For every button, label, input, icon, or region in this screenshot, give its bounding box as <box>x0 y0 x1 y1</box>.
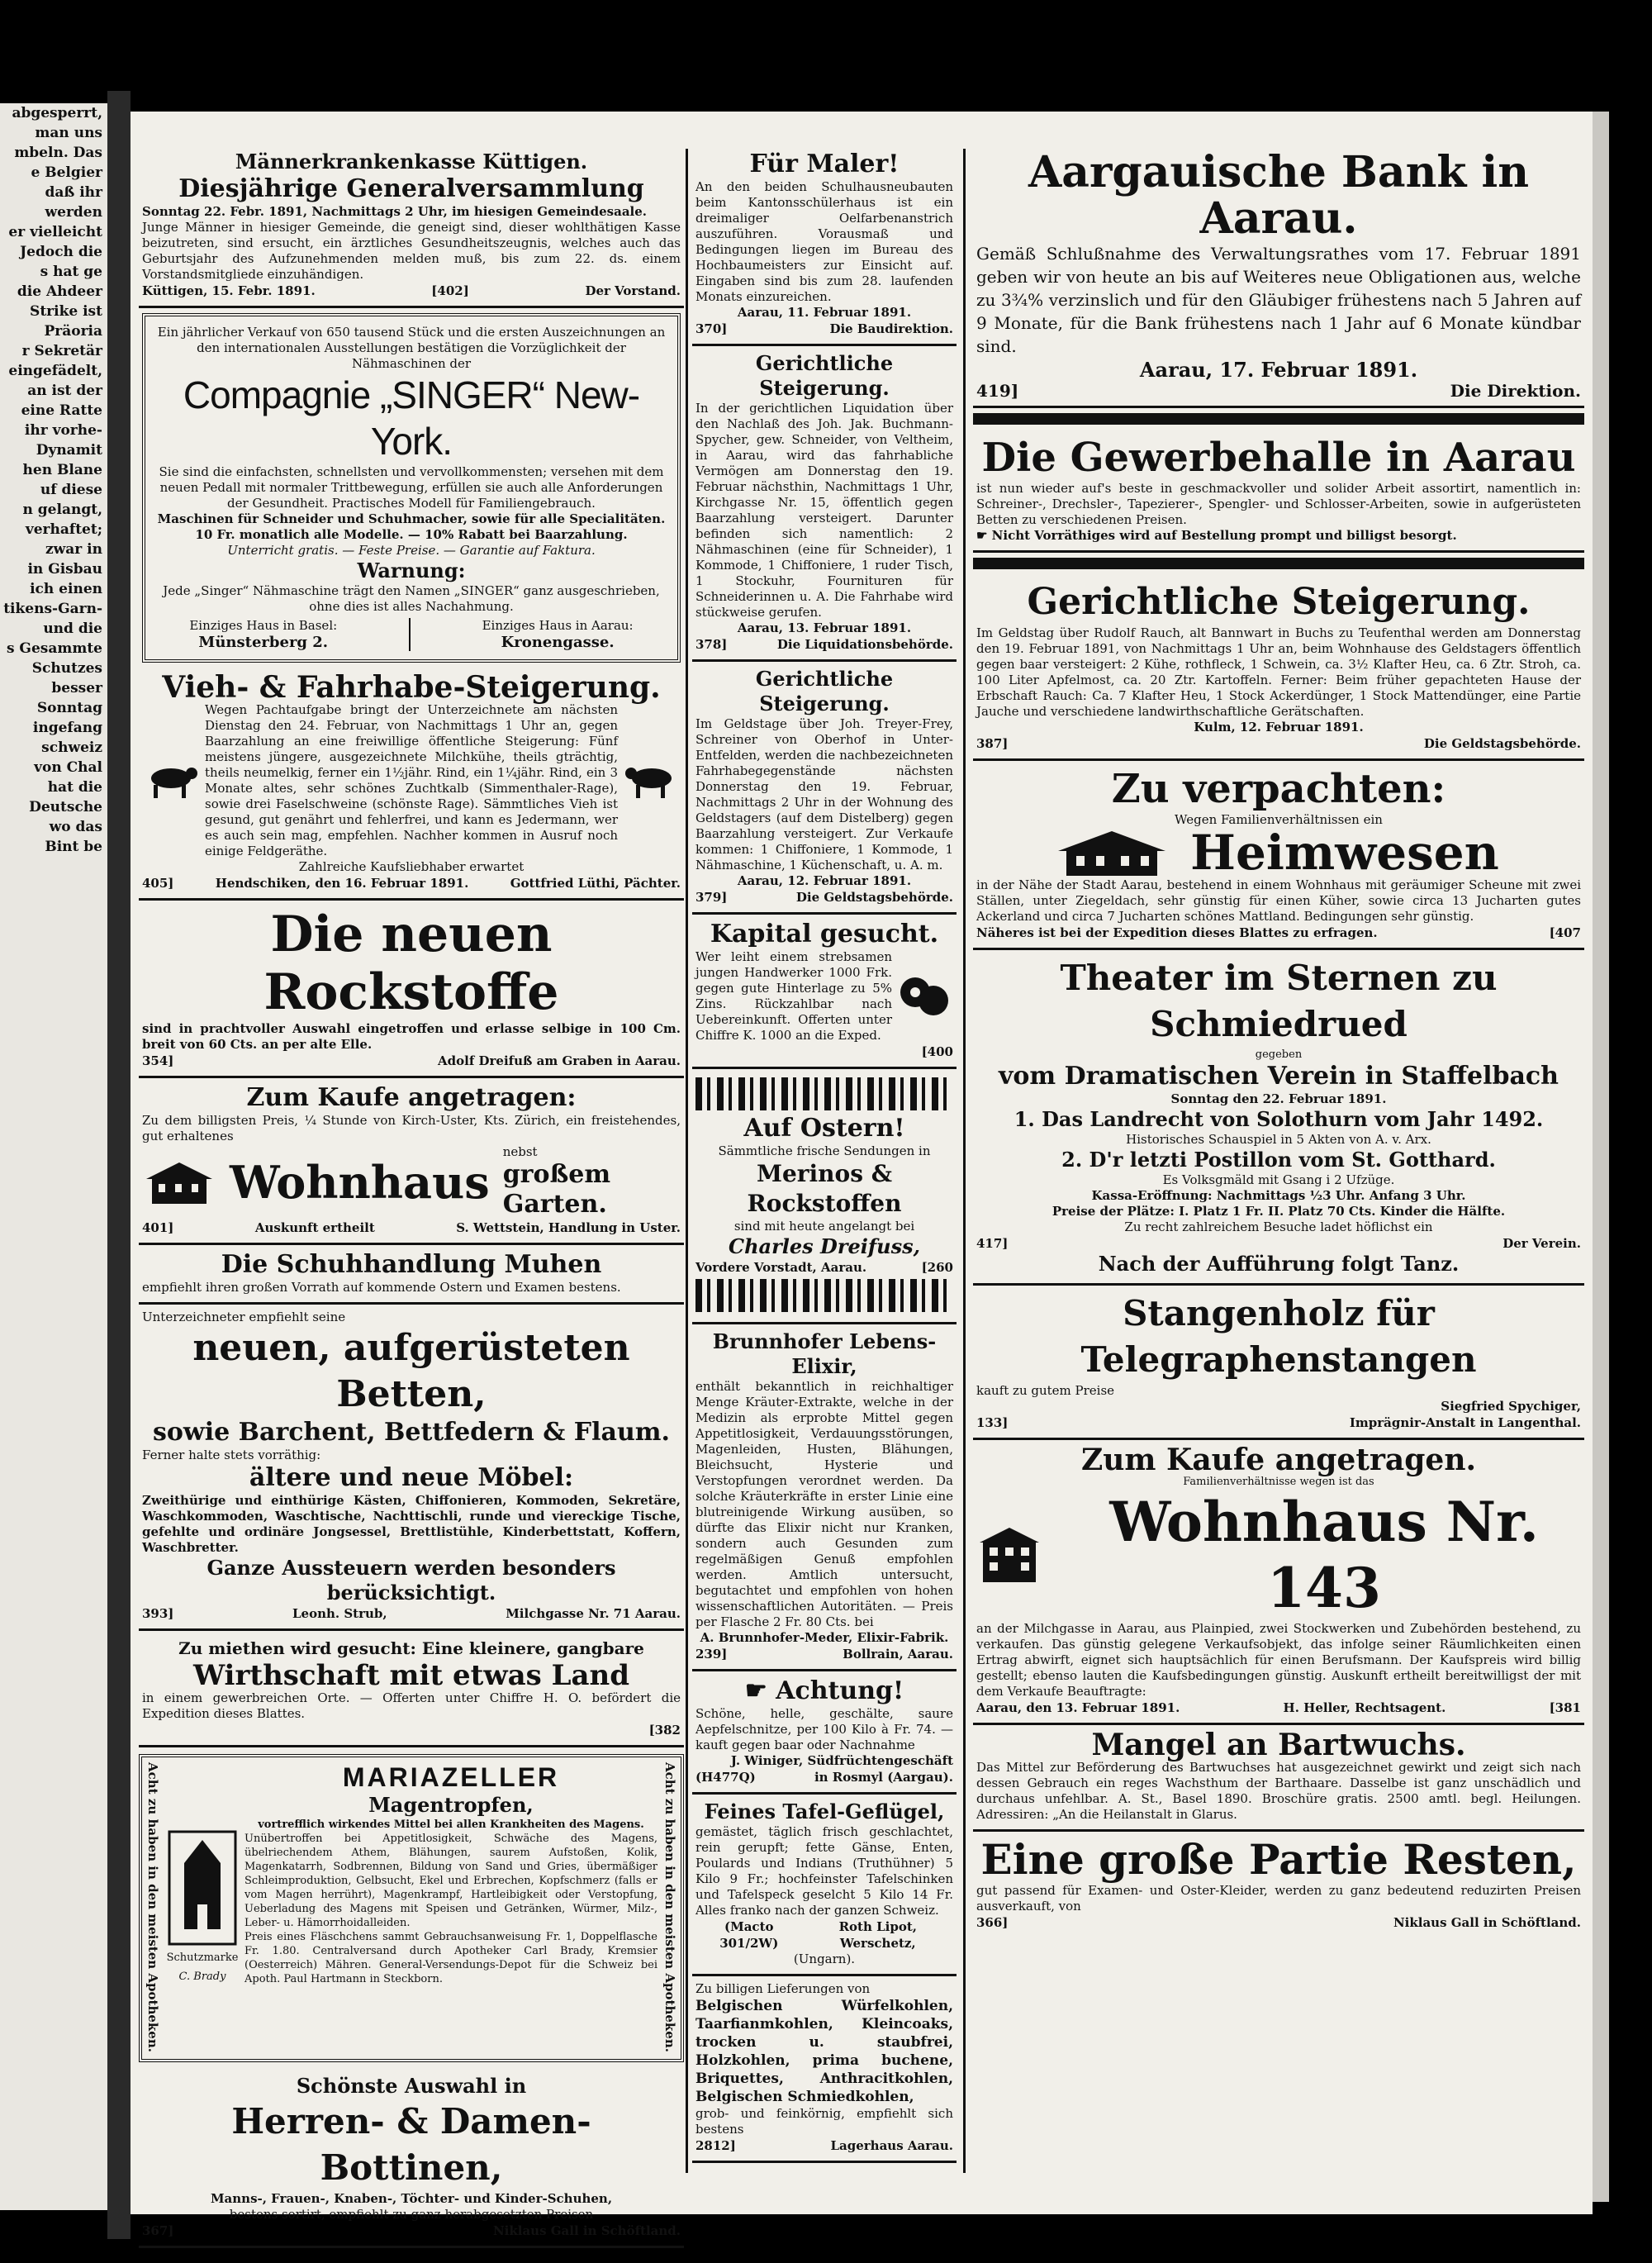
ad-code: (Macto 301/2W) <box>719 1919 779 1951</box>
house-icon <box>142 1159 216 1205</box>
ad-bartwuchs <box>973 1725 1584 1832</box>
ad-intro: Ein jährlicher Verkauf von 650 tausend Stück und die ersten Auszeichnungen an den internationalen Ausstellungen bestätigen die Vorzüglichkeit der Nähmaschinen der <box>157 325 666 371</box>
prev-line: eingefädelt, <box>8 363 102 379</box>
ad-rockstoffe <box>139 901 684 1078</box>
column-middle <box>692 145 957 2163</box>
prev-line: ihr vorhe- <box>24 422 102 439</box>
ad-body: Sämmtliche frische Sendungen in <box>718 1143 931 1158</box>
ad-given: gegeben <box>1255 1048 1303 1061</box>
prev-line: n gelangt, <box>22 502 102 518</box>
ad-head: Zu billigen Lieferungen von <box>695 1981 871 1996</box>
ad-wohnhaus-uster <box>139 1078 684 1245</box>
ad-ostern <box>692 1069 957 1324</box>
ad-title: Gerichtliche Steigerung. <box>755 351 894 400</box>
prev-line: Deutsche <box>29 799 102 815</box>
ad-end: Näheres ist bei der Expedition dieses Blattes zu erfragen. <box>976 925 1378 940</box>
prev-line: hen Blane <box>22 462 102 478</box>
ad-big: Wohnhaus <box>230 1155 490 1209</box>
ad-title: Stangenholz für Telegraphenstangen <box>1080 1293 1477 1380</box>
ad-invite: Zu recht zahlreichem Besuche ladet höflichst ein <box>1124 1219 1433 1234</box>
prev-line: von Chal <box>34 759 102 776</box>
newspaper-page <box>131 112 1593 2238</box>
ad-body: enthält bekanntlich in reichhaltiger Menge Kräuter-Extrakte, welche in der Medizin als erprobte Mittel gegen Appetitlosigkeit, Verdauungsstörungen, Magenleiden, Husten, Blähungen, Bleichsucht, Hysterie und Verstopfungen verordnet werden. Da solche Kräuterkräfte in erster Linie eine blutreinigende Wirkung ausüben, so dürfte das Elixir nicht nur Kranken, sondern auch Gesunden zum regelmäßigen Genuß empfohlen werden. Amtlich untersucht, begutachtet und empfohlen von hohen wissenschaftlichen Autoritäten. — Preis per Flasche 2 Fr. 80 Cts. bei <box>695 1379 953 1629</box>
ad-number: [402] <box>431 283 469 298</box>
ad-title: Gerichtliche Steigerung. <box>1027 581 1531 623</box>
ad-steigerung-buchmann <box>692 346 957 662</box>
column-rule <box>686 149 688 2173</box>
ad-body: sind in prachtvoller Auswahl eingetroffen und erlasse selbige in 100 Cm. breit von 60 Cts. an per alte Elle. <box>142 1021 681 1052</box>
ad-nebst: nebst <box>502 1144 538 1159</box>
ad-number: 417] <box>976 1236 1009 1251</box>
ad-signature: Die Liquidationsbehörde. <box>776 637 953 652</box>
ad-address: Imprägnir-Anstalt in Langenthal. <box>1349 1415 1581 1430</box>
ad-place: Kulm, 12. Februar 1891. <box>1194 720 1364 735</box>
prev-line: er vielleicht <box>8 224 102 240</box>
ad-price: Preis eines Fläschchens sammt Gebrauchsanweisung Fr. 1, Doppelflasche Fr. 1.80. Centralversand durch Apotheker Carl Brady, Kremsier (Oesterreich) Mähren. General-Versendungs-Depot für die Schweiz bei Apoth. Paul Hartmann in Steckborn. <box>244 1931 657 1985</box>
aarau-address: Kronengasse. <box>501 634 615 651</box>
ad-signature: Adolf Dreifuß am Graben in Aarau. <box>438 1053 681 1068</box>
ad-warning: Jede „Singer“ Nähmaschine trägt den Namen „SINGER“ ganz ausgeschrieben, ohne dies ist alles Nachahmung. <box>163 583 660 614</box>
ad-prices: Preise der Plätze: I. Platz 1 Fr. II. Platz 70 Cts. Kinder die Hälfte. <box>1051 1204 1506 1219</box>
ad-title: neuen, aufgerüsteten Betten, <box>192 1327 630 1415</box>
ad-name: Roth Lipot, Werschetz, <box>838 1919 917 1951</box>
ad-signature: Die Geldstagsbehörde. <box>1423 736 1581 751</box>
ad-vieh-steigerung <box>139 668 684 901</box>
ad-body: in einem gewerbreichen Orte. — Offerten unter Chiffre H. O. befördert die Expedition dieses Blattes. <box>142 1690 681 1721</box>
ad-body: Wegen Pachtaufgabe bringt der Unterzeichnete am nächsten Dienstag den 24. Februar, von Nachmittags 1 Uhr an, gegen Baarzahlung an eine freiwillige öffentliche Steigerung: Fünf meistens jüngere, ausgezeichnete Milchkühe, theils gträchtig, theils neumelkig, ferner ein 1½jähr. Rind, ein 1¼jähr. Rind, ein 3 Monate altes, sehr schönes Zuchtkalb (Simmenthaler-Rage), sowie drei Faselschweine (schönste Rage). Sämmtliches Vieh ist gesund, gut genährt und fehlerfrei, und kann es Jedermann, wer es auch sein mag, empfehlen. Nachher kommen in Ausruf noch einige Feldgeräthe. <box>205 702 618 858</box>
ad-title: Zum Kaufe angetragen. <box>1080 1443 1477 1477</box>
ad-number: 401] <box>142 1220 174 1235</box>
ad-title: Eine große Partie Resten, <box>980 1835 1577 1884</box>
ad-name: Siegfried Spychiger, <box>1441 1399 1581 1414</box>
ad-signature: Die Baudirektion. <box>829 321 953 336</box>
ad-body: Gemäß Schlußnahme des Verwaltungsrathes vom 17. Februar 1891 geben wir von heute an bis auf Weiteres neue Obligationen aus, welche zu 3¾% verzinslich und für den Gläubiger frühestens nach 5 Jahren auf 9 Monate, für die Bank frühestens nach 1 Jahr auf 6 Monate kündbar sind. <box>976 244 1581 356</box>
church-icon <box>168 1830 237 1946</box>
ad-wohnhaus-143 <box>973 1440 1584 1725</box>
ad-maker: A. Brunnhofer-Meder, Elixir-Fabrik. <box>700 1630 949 1645</box>
ad-code: (H477Q) <box>695 1770 756 1785</box>
column-right <box>973 145 1584 1937</box>
townhouse-icon <box>976 1526 1042 1584</box>
ad-place: Küttigen, 15. Febr. 1891. <box>142 283 316 298</box>
ad-mariazeller <box>139 1754 684 2062</box>
ad-place: Aarau, 13. Februar 1891. <box>737 620 912 635</box>
pointing-hand-icon: ☛ <box>744 1676 776 1705</box>
ad-number: [407 <box>1549 925 1581 940</box>
prev-line: Sonntag <box>36 700 102 716</box>
ad-title-text: Achtung! <box>776 1676 904 1705</box>
ad-signature: Die Direktion. <box>1450 381 1581 401</box>
ad-head: Schönste Auswahl in <box>296 2073 527 2098</box>
ad-info: Auskunft ertheilt <box>254 1220 375 1235</box>
ad-gewerbehalle <box>973 430 1584 553</box>
ad-org: Männerkrankenkasse Küttigen. <box>235 150 588 174</box>
ad-number: 405] <box>142 876 174 891</box>
ad-signature: H. Heller, Rechtsagent. <box>1283 1700 1446 1715</box>
ad-place: in Rosmyl (Aargau). <box>814 1770 953 1785</box>
ad-terms: 10 Fr. monatlich alle Modelle. — 10% Rabatt bei Baarzahlung. <box>195 527 628 542</box>
prev-line: ich einen <box>30 581 102 597</box>
ad-signature: Der Verein. <box>1502 1236 1581 1251</box>
prev-line: und die <box>43 620 102 637</box>
ad-play1: 1. Das Landrecht von Solothurn vom Jahr 1492. <box>1014 1107 1544 1131</box>
prev-line: zwar in <box>45 541 102 558</box>
separator-bar <box>973 558 1584 569</box>
ad-body: empfiehlt ihren großen Vorrath auf kommende Ostern und Examen bestens. <box>142 1280 621 1295</box>
ad-number: 419] <box>976 381 1019 401</box>
ad-place: Aarau, 11. Februar 1891. <box>737 305 912 320</box>
ad-signature: Gottfried Lüthi, Pächter. <box>510 876 681 891</box>
ad-place: Hendschiken, den 16. Februar 1891. <box>215 876 469 891</box>
basel-address: Münsterberg 2. <box>198 634 329 651</box>
prev-line: schweiz <box>41 739 102 756</box>
ad-number: 393] <box>142 1606 174 1621</box>
ad-more: Ferner halte stets vorräthig: <box>142 1448 321 1462</box>
ad-signature: S. Wettstein, Handlung in Uster. <box>456 1220 681 1235</box>
ad-head: Zu miethen wird gesucht: Eine kleinere, gangbare <box>178 1638 644 1658</box>
ad-number: [400 <box>921 1044 953 1059</box>
ad-number: 367] <box>142 2223 174 2238</box>
aarau-label: Einziges Haus in Aarau: <box>482 618 634 633</box>
ad-place: Aarau, den 13. Februar 1891. <box>976 1700 1180 1715</box>
ad-country: (Ungarn). <box>793 1952 856 1966</box>
ad-steigerung-rauch <box>973 574 1584 761</box>
ad-sub: sowie Barchent, Bettfedern & Flaum. <box>153 1418 670 1447</box>
ad-title: Vieh- & Fahrhabe-Steigerung. <box>162 670 661 705</box>
ad-signature: Lagerhaus Aarau. <box>830 2138 953 2153</box>
ad-title: Zum Kaufe angetragen: <box>246 1083 577 1112</box>
prev-line: Präoria <box>44 323 102 340</box>
ad-body: Unübertroffen bei Appetitlosigkeit, Schwäche des Magens, übelriechendem Athem, Blähungen, saurem Aufstoßen, Kolik, Magenkatarrh, Sodbrennen, Bildung von Sand und Gries, übermäßiger Schleimproduktion, Gelbsucht, Ekel und Erbrechen, Kopfschmerz (falls er vom Magen herrührt), Magenkrampf, Hartleibigkeit oder Verstopfung, Ueberladung des Magens mit Speisen und Getränken, Würmer, Milz-, Leber- u. Hämorrhoidalleiden. <box>244 1833 657 1929</box>
prev-line: werden <box>45 204 102 221</box>
ad-kapital <box>692 915 957 1069</box>
ad-bottinen <box>139 2069 684 2248</box>
ad-number: 2812] <box>695 2138 736 2153</box>
prev-line: Jedoch die <box>20 244 102 260</box>
ad-times: Kassa-Eröffnung: Nachmittags ½3 Uhr. Anfang 3 Uhr. <box>1091 1188 1466 1203</box>
column-rule <box>963 149 966 2173</box>
ad-garden: großem Garten. <box>502 1160 611 1219</box>
basel-label: Einziges Haus in Basel: <box>189 618 338 633</box>
ad-title: Brunnhofer Lebens-Elixir, <box>712 1329 937 1378</box>
ad-title: Die Schuhhandlung Muhen <box>221 1250 602 1279</box>
ad-number: 354] <box>142 1053 174 1068</box>
prev-line: besser <box>51 680 102 696</box>
ad-title: Wirthschaft mit etwas Land <box>192 1659 630 1692</box>
prev-line: r Sekretär <box>21 343 102 359</box>
prev-line: an ist der <box>27 383 102 399</box>
ad-body: Im Geldstage über Joh. Treyer-Frey, Schreiner von Oberhof in Unter-Entfelden, werden die nachbezeichneten Fahrhabegegenstände nächsten Donnerstag den 19. Februar, Nachmittags 2 Uhr in der Wohnung des Geldstagers (auf dem Distelberg) gegen Baarzahlung versteigert. Zur Verkaufe kommen: 1 Chiffoniere, 1 Kommode, 1 Nähmaschine, 1 Küchenschaft, u. A. m. <box>695 716 953 872</box>
ad-intro: Wegen Familienverhältnissen ein <box>1175 812 1383 827</box>
ad-title: Zu verpachten: <box>1111 766 1446 812</box>
page-edge <box>1593 112 1609 2202</box>
ad-signature: Der Vorstand. <box>585 283 681 298</box>
ad-body: In der gerichtlichen Liquidation über den Nachlaß des Joh. Jak. Buchmann-Spycher, gew. Schneider, von Veltheim, in Aarau, wird das fahrhabliche Vermögen am Donnerstag den 19. Februar nächsthin, Nachmittags 1 Uhr, Kirchgasse Nr. 15, öffentlich gegen Baarzahlung versteigert. Darunter befinden sich namentlich: 2 Nähmaschinen (eine für Schneider), 1 Kommode, 1 Chiffoniere, 1 ruder Tisch, 1 Stockuhr, Fournituren für Schneiderinnen u. A. Die Fahrhabe wird stückweise gerufen. <box>695 401 953 620</box>
ad-theater <box>973 950 1584 1286</box>
column-left <box>139 145 684 2248</box>
ad-big: Merinos & Rockstoffen <box>747 1160 902 1217</box>
ad-signature: Leonh. Strub, <box>292 1606 387 1621</box>
prev-line: e Belgier <box>31 164 102 181</box>
ad-body: An den beiden Schulhausneubauten beim Kantonsschülerhaus ist ein dreimaliger Oelfarbenanstrich auszuführen. Vorausmaß und Bedingungen liegen im Bureau des Hochbaumeisters zur Einsicht auf. Eingaben sind bis zum 28. laufenden Monats einzureichen. <box>695 179 953 304</box>
ad-title: Die neuen Rockstoffe <box>263 906 559 1021</box>
prev-line: abgesperrt, <box>12 105 102 121</box>
prev-line: verhaftet; <box>25 521 102 538</box>
ad-title: Kapital gesucht. <box>710 920 939 948</box>
ad-signature: Die Geldstagsbehörde. <box>795 890 953 905</box>
prev-line: hat die <box>47 779 102 796</box>
ad-body: Junge Männer in hiesiger Gemeinde, die geneigt sind, dieser wohlthätigen Kasse beizutreten, sind ersucht, ein ärztliches Gesundheitszeugnis, welches auch das Geburtsjahr des Aufzunehmenden melden muß, bis zum 22. ds. einem Vorstandsmitgliede einzuhändigen. <box>142 220 681 282</box>
ad-intro: Unterzeichneter empfiehlt seine <box>142 1310 346 1324</box>
ad-title: Gerichtliche Steigerung. <box>755 667 894 716</box>
ad-number: [260 <box>921 1260 953 1275</box>
ad-number: [382 <box>648 1723 681 1738</box>
hands-icon <box>895 967 953 1025</box>
ad-title <box>695 1676 953 1706</box>
ad-title: Für Maler! <box>749 150 900 178</box>
ad-name: Charles Dreifuss, <box>729 1234 920 1258</box>
ad-achtung <box>692 1671 957 1795</box>
side-text-right: Acht zu haben in den meisten Apotheken. <box>662 1762 677 2052</box>
ad-by: vom Dramatischen Verein in Staffelbach <box>998 1062 1559 1091</box>
decorative-border <box>695 1077 953 1110</box>
cow-icon <box>142 760 200 801</box>
ad-big: Wohnhaus Nr. 143 <box>1109 1490 1539 1620</box>
ad-tail: grob- und feinkörnig, empfiehlt sich bestens <box>695 2106 953 2137</box>
ad-note-text: Nicht Vorräthiges wird auf Bestellung prompt und billigst besorgt. <box>991 528 1457 543</box>
ad-address: Bollrain, Aarau. <box>843 1647 953 1662</box>
ad-play2: 2. D'r letzti Postillon vom St. Gotthard. <box>1061 1148 1496 1172</box>
ad-signature: Niklaus Gall in Schöftland. <box>1393 1915 1581 1930</box>
ad-title: Mangel an Bartwuchs. <box>1091 1728 1466 1762</box>
ad-dance: Nach der Aufführung folgt Tanz. <box>1098 1252 1460 1276</box>
ad-lebens-elixir <box>692 1324 957 1671</box>
ad-desc: Sie sind die einfachsten, schnellsten und vervollkommensten; versehen mit dem neuen Pedall mit normaler Trittbewegung, erfüllen sie auch alle Anforderungen der Gesundheit. Practisches Modell für Familiengebrauch. <box>159 464 664 511</box>
ad-list: Zweithürige und einthürige Kästen, Chiffonieren, Kommoden, Sekretäre, Waschkommoden, Waschtische, Nachttischli, runde und viereckige Tische, gefehlte und ordinäre Jongsessel, Brettlistühle, Kinderbettstatt, Koffern, Waschbretter. <box>142 1493 681 1555</box>
ad-maler <box>692 145 957 346</box>
ad-body: Wer leiht einem strebsamen jungen Handwerker 1000 Frk. gegen gute Hinterlage zu 5% Zins. Rückzahlbar nach Uebereinkunft. Offerten unter Chiffre K. 1000 an die Exped. <box>695 949 892 1043</box>
ad-number: 379] <box>695 890 728 905</box>
ad-tafel-gefluegel <box>692 1795 957 1976</box>
ad-title: MARIAZELLER <box>342 1762 560 1792</box>
ad-body: Das Mittel zur Beförderung des Bartwuchses hat ausgezeichnet gewirkt und zeigt sich nach dessen Gebrauch ein reges Wachsthum der Barthaare. Dasselbe ist ganz unschädlich und durchaus unfehlbar. A. St., Basel 1890. Broschüre gratis. 2500 amtl. begl. Heilungen. Adressiren: „An die Heilanstalt in Glarus. <box>976 1760 1581 1822</box>
ad-line: vortrefflich wirkendes Mittel bei allen Krankheiten des Magens. <box>258 1818 644 1831</box>
separator-bar <box>973 413 1584 425</box>
ad-number: 370] <box>695 321 728 336</box>
ad-place: Aarau, 17. Februar 1891. <box>1139 358 1418 382</box>
pointing-hand-icon: ☛ <box>976 528 992 543</box>
binding-gutter <box>107 91 131 2239</box>
ad-singer <box>142 313 681 663</box>
ad-number: [381 <box>1549 1700 1581 1715</box>
ad-play1-sub: Historisches Schauspiel in 5 Akten von A. v. Arx. <box>1126 1132 1431 1147</box>
ad-moebel: ältere und neue Möbel: <box>249 1463 574 1492</box>
prev-line: uf diese <box>40 482 102 498</box>
ad-body: ist nun wieder auf's beste in geschmackvoller und solider Arbeit assortirt, namentlich in: Schreiner-, Drechsler-, Tapezierer-, Spengler- und Schlosser-Arbeiten, sowie in aufgerüsteten Betten zu verschiedenen Preisen. <box>976 481 1581 527</box>
ad-signature: Niklaus Gall in Schöftland. <box>492 2223 681 2238</box>
ad-title: Aargauische Bank in Aarau. <box>1028 147 1530 244</box>
prev-line: die Ahdeer <box>17 283 102 300</box>
ad-address: Vordere Vorstadt, Aarau. <box>695 1260 867 1275</box>
ad-items: Belgischen Würfelkohlen, Taarfianmkohlen, Kleincoaks, trocken u. staubfrei, Holzkohlen, prima buchene, Briquettes, Anthracitkohlen, Belgischen Schmiedkohlen, <box>695 1998 953 2105</box>
ad-steigerung-treyer <box>692 662 957 915</box>
ad-sub: Manns-, Frauen-, Knaben-, Töchter- und Kinder-Schuhen, <box>210 2190 613 2206</box>
ad-title: Feines Tafel-Geflügel, <box>704 1799 945 1823</box>
ad-verpachten <box>973 761 1584 950</box>
ad-betten <box>139 1305 684 1631</box>
ad-intro: Familienverhältnisse wegen ist das <box>1183 1476 1374 1488</box>
ad-note <box>976 528 1581 544</box>
ad-play2-sub: Es Volksgmäld mit Gsang i 2 Ufzüge. <box>1162 1172 1395 1187</box>
ad-body: gut passend für Examen- und Oster-Kleider, werden zu ganz bedeutend reduzirten Preisen ausverkauft, von <box>976 1883 1581 1914</box>
bull-icon <box>623 760 681 801</box>
prev-line: mbeln. Das <box>14 145 102 161</box>
ad-body: an der Milchgasse in Aarau, aus Plainpied, zwei Stockwerken und Zubehörden bestehend, zu verkaufen. Das günstig gelegene Verkaufsobjekt, das infolge seiner Räumlichkeiten einen Ertrag abwirft, eignet sich hauptsächlich für einen Berufsmann. Der Kaufspreis wird billig gestellt; ebenso lauten die Kaufsbedingungen günstig. Auskunft ertheilt bereitwilligst der mit dem Verkaufe Beauftragte: <box>976 1621 1581 1699</box>
ad-resten <box>973 1832 1584 1937</box>
prev-line: Bint be <box>45 839 102 855</box>
prev-line: Strike ist <box>30 303 102 320</box>
ad-place: Aarau, 12. Februar 1891. <box>737 873 912 888</box>
ad-number: 239] <box>695 1647 728 1662</box>
ad-machines: Maschinen für Schneider und Schuhmacher, sowie für alle Specialitäten. <box>157 511 666 526</box>
ad-body: Schöne, helle, geschälte, saure Aepfelschnitze, per 100 Kilo à Fr. 74. — kauft gegen baar oder Nachnahme <box>695 1706 953 1752</box>
side-text-left: Acht zu haben in den meisten Apotheken. <box>145 1762 160 2052</box>
ad-date: Sonntag 22. Febr. 1891, Nachmittags 2 Uhr, im hiesigen Gemeindesaale. <box>142 204 648 219</box>
ad-wirthschaft <box>139 1631 684 1747</box>
prev-line: Dynamit <box>36 442 102 459</box>
ad-free: Unterricht gratis. — Feste Preise. — Garantie auf Faktura. <box>227 543 596 558</box>
ad-title: Auf Ostern! <box>743 1114 905 1143</box>
ad-date: Sonntag den 22. Februar 1891. <box>1170 1091 1387 1106</box>
previous-page-edge <box>0 103 107 2210</box>
ad-sub: Magentropfen, <box>368 1793 534 1817</box>
prev-line: Schutzes <box>31 660 102 677</box>
ad-big: Heimwesen <box>1190 825 1499 881</box>
ad-kohlen <box>692 1976 957 2163</box>
ad-title: Theater im Sternen zu Schmiedrued <box>1060 958 1498 1044</box>
ad-footer: Zahlreiche Kaufsliebhaber erwartet <box>298 859 525 874</box>
ad-address: Milchgasse Nr. 71 Aarau. <box>506 1606 681 1621</box>
ad-body: Zu dem billigsten Preis, ¼ Stunde von Kirch-Uster, Kts. Zürich, ein freistehendes, gut erhaltenes <box>142 1113 681 1143</box>
prev-line: wo das <box>49 819 102 835</box>
ad-number: 133] <box>976 1415 1009 1430</box>
ad-number: 387] <box>976 736 1009 751</box>
farmhouse-icon <box>1058 828 1165 877</box>
ad-title: Herren- & Damen-Bottinen, <box>231 2100 591 2188</box>
ad-number: 378] <box>695 637 728 652</box>
trademark-label: Schutzmarke <box>166 1952 239 1965</box>
ad-body: gemästet, täglich frisch geschlachtet, rein gerupft; fette Gänse, Enten, Poulards und Indians (Truthühner) 5 Kilo 9 Fr.; hochfeinster Tafelschinken und Tafelspeck geselcht 5 Kilo 14 Fr. Alles franko nach der ganzen Schweiz. <box>695 1824 953 1918</box>
trademark-signature: C. Brady <box>178 1971 226 1984</box>
prev-line: ingefang <box>32 720 102 736</box>
decorative-border <box>695 1279 953 1312</box>
ad-body: Im Geldstag über Rudolf Rauch, alt Bannwart in Buchs zu Teufenthal werden am Donnerstag den 19. Februar 1891, von Nachmittags 1 Uhr an, beim Wohnhause des Geldstagers öffentlich gegen baar versteigert: 2 Kühe, rothfleck, 1 Schwein, ca. 3½ Klafter Heu, ca. 6 Ztr. Stroh, ca. 100 Liter Apfelmost, ca. 20 Ztr. Kartoffeln. Ferner: Beim früher gepachteten Hause der Erbschaft Rauch: Ca. 7 Klafter Heu, 1 Stock Ackerdünger, 1 Stock Mattendünger, eine Partie Jauche und verschiedene landwirthschaftliche Gerätschaften. <box>976 625 1581 719</box>
ad-stangenholz <box>973 1286 1584 1440</box>
prev-line: in Gisbau <box>27 561 102 578</box>
ad-warning-head: Warnung: <box>357 559 466 582</box>
ad-title: Diesjährige Generalversammlung <box>178 174 644 203</box>
prev-line: eine Ratte <box>21 402 102 419</box>
ad-schuhhandlung-muhen <box>139 1245 684 1305</box>
prev-line: daß ihr <box>45 184 102 201</box>
ad-number: 366] <box>976 1915 1009 1930</box>
ad-aargauische-bank <box>973 145 1584 408</box>
ad-company: Compagnie „SINGER“ New-York. <box>183 373 640 463</box>
ad-maennerkrankenkasse <box>139 145 684 308</box>
ad-body: in der Nähe der Stadt Aarau, bestehend in einem Wohnhaus mit geräumiger Scheune mit zwei Ställen, unter Ziegeldach, sehr günstig für einen Küher, sowie circa 13 Jucharten gutes Ackerland und circa 7 Jucharten schönes Mattland. Bedingungen sehr günstig. <box>976 877 1581 924</box>
prev-line: man uns <box>35 125 102 141</box>
prev-line: s hat ge <box>40 264 102 280</box>
prev-line: tikens-Garn- <box>3 601 102 617</box>
ad-body: bestens sortirt, empfiehlt zu ganz herabgesetzten Preisen <box>229 2206 594 2222</box>
ad-body: kauft zu gutem Preise <box>976 1383 1115 1398</box>
ad-avail: sind mit heute angelangt bei <box>733 1219 915 1234</box>
ad-title: Die Gewerbehalle in Aarau <box>981 435 1576 481</box>
prev-line: s Gesammte <box>6 640 102 657</box>
ad-end: Ganze Aussteuern werden besonders berücksichtigt. <box>206 1556 616 1605</box>
ad-signature: J. Winiger, Südfrüchtengeschäft <box>730 1753 953 1768</box>
